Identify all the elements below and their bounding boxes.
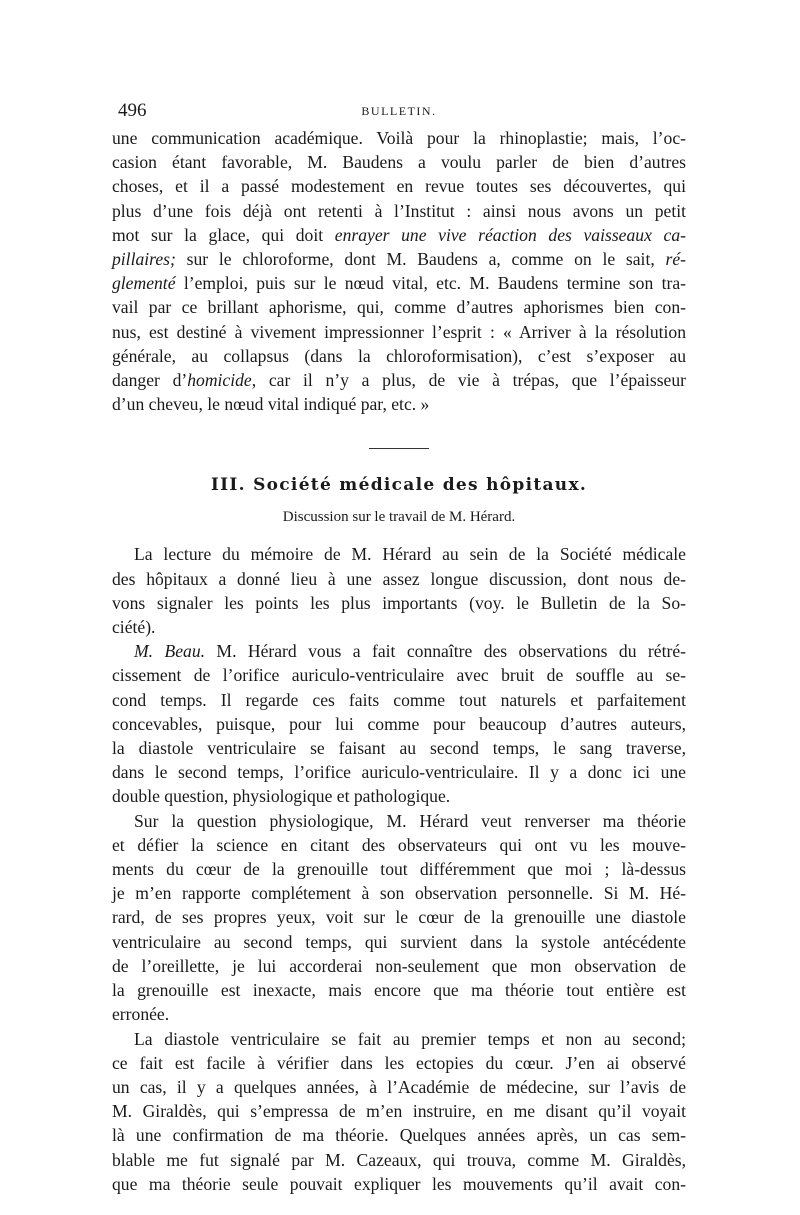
text-line: danger d’homicide, car il n’y a plus, de vie à trépas, que l’épaisseur (112, 370, 687, 391)
text-line: la grenouille est inexacte, mais encore que ma théorie tout entière est (112, 980, 686, 1001)
text-line: d’un cheveu, le nœud vital indiqué par, etc. » (112, 394, 430, 415)
section-subheading: Discussion sur le travail de M. Hérard. (282, 509, 516, 526)
paragraph-4 (112, 809, 686, 1027)
text-line: mot sur la glace, qui doit enrayer une vive réaction des vaisseaux ca- (112, 224, 686, 245)
text-line: ciété). (112, 617, 156, 638)
text-line: casion étant favorable, M. Baudens a voulu parler de bien d’autres (112, 152, 686, 173)
book-page (112, 100, 686, 1196)
paragraph-2 (112, 542, 686, 639)
text-line: M. Beau. M. Hérard vous a fait connaître des observations du rétré- (134, 641, 686, 662)
text-line: je m’en rapporte complétement à son observation personnelle. Si M. Hé- (112, 883, 686, 904)
text-line: Sur la question physiologique, M. Hérard veut renverser ma théorie (134, 810, 686, 831)
text-line: concevables, puisque, pour lui comme pour beaucoup d’autres auteurs, (112, 713, 686, 734)
text-line: un cas, il y a quelques années, à l’Académie de médecine, sur l’avis de (112, 1076, 686, 1097)
running-title: BULLETIN. (361, 104, 437, 118)
text-line: cissement de l’orifice auriculo-ventriculaire avec bruit de souffle au se- (112, 665, 686, 686)
italic-text: pillaires; (112, 249, 176, 270)
section-heading: III. Société médicale des hôpitaux. (210, 475, 588, 496)
text-line: ce fait est facile à vérifier dans les ectopies du cœur. J’en ai observé (112, 1052, 686, 1073)
text-line: erronée. (112, 1004, 170, 1025)
text-line: vail par ce brillant aphorisme, qui, comme d’autres aphorismes bien con- (112, 297, 686, 318)
text-line: glementé l’emploi, puis sur le nœud vital, etc. M. Baudens termine son tra- (112, 273, 686, 294)
italic-text: homicide (187, 370, 252, 391)
paragraph-1 (112, 126, 686, 416)
text-line: dans le second temps, l’orifice auriculo-ventriculaire. Il y a donc ici une (112, 762, 686, 783)
text-line: double question, physiologique et pathologique. (112, 786, 451, 807)
text-line: générale, au collapsus (dans la chloroformisation), c’est s’exposer au (112, 345, 686, 366)
text-line: M. Giraldès, qui s’empressa de m’en instruire, en me disant qu’il voyait (112, 1101, 686, 1122)
italic-text: ré- (665, 249, 686, 270)
text-line: La lecture du mémoire de M. Hérard au sein de la Société médicale (134, 544, 686, 565)
italic-text: glementé (112, 273, 176, 294)
paragraph-5 (112, 1027, 686, 1196)
italic-text: enrayer une vive réaction des vaisseaux ca- (334, 224, 686, 245)
text-line: ments du cœur de la grenouille tout différemment que moi ; là-dessus (112, 859, 686, 880)
text-line: La diastole ventriculaire se fait au premier temps et non au second; (134, 1028, 686, 1049)
text-line: choses, et il a passé modestement en revue toutes ses découvertes, qui (112, 176, 686, 197)
section-divider (369, 448, 429, 449)
text-line: vons signaler les points les plus importants (voy. le Bulletin de la So- (112, 592, 686, 613)
text-line: pillaires; sur le chloroforme, dont M. Baudens a, comme on le sait, ré- (112, 249, 686, 270)
text-line: que ma théorie seule pouvait expliquer les mouvements qu’il avait con- (112, 1173, 686, 1194)
text-line: ventriculaire au second temps, qui survient dans la systole antécédente (112, 931, 686, 952)
text-line: une communication académique. Voilà pour la rhinoplastie; mais, l’oc- (112, 128, 686, 148)
text-line: cond temps. Il regarde ces faits comme tout naturels et parfaitement (112, 689, 686, 710)
paragraph-3 (112, 639, 686, 808)
text-line: plus d’une fois déjà ont retenti à l’Institut : ainsi nous avons un petit (112, 200, 686, 221)
text-line: là une confirmation de ma théorie. Quelques années après, un cas sem- (112, 1125, 686, 1146)
text-line: de l’oreillette, je lui accorderai non-seulement que mon observation de (112, 955, 686, 976)
text-line: blable me fut signalé par M. Cazeaux, qui trouva, comme M. Giraldès, (112, 1149, 686, 1170)
text-line: rard, de ses propres yeux, voit sur le cœur de la grenouille une diastole (112, 907, 686, 928)
page-number: 496 (118, 100, 147, 121)
speaker-name: M. Beau. (134, 641, 206, 662)
text-line: la diastole ventriculaire se faisant au second temps, le sang traverse, (112, 738, 686, 759)
text-line: et défier la science en citant des observateurs qui ont vu les mouve- (112, 834, 686, 855)
text-line: nus, est destiné à vivement impressionner l’esprit : « Arriver à la résolution (112, 321, 686, 342)
text-line: des hôpitaux a donné lieu à une assez longue discussion, dont nous de- (112, 568, 686, 589)
running-head (112, 100, 686, 126)
